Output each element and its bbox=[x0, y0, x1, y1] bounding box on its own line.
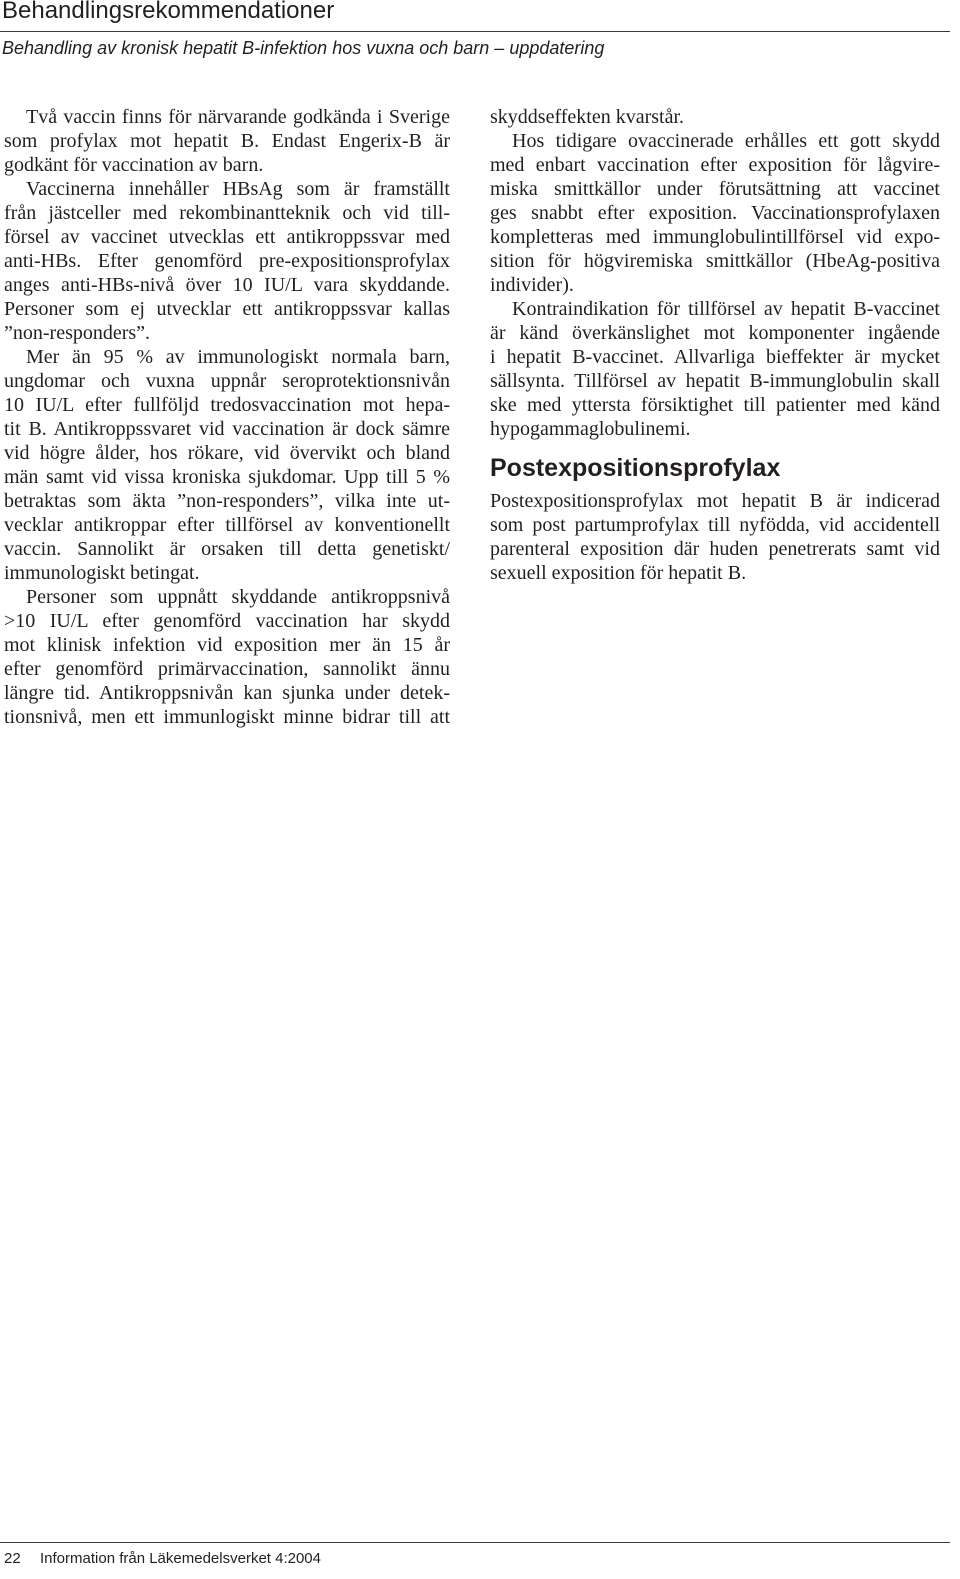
text-line: ungdomar och vuxna uppnår seroprotektionsnivån bbox=[4, 370, 450, 392]
text-line: Personer som ej utvecklar ett antikroppssvar kallas bbox=[4, 298, 450, 320]
body-paragraph bbox=[490, 489, 940, 585]
text-line: vid högre ålder, hos rökare, vid övervikt och bland bbox=[4, 442, 450, 464]
text-line: mot klinisk infektion vid exposition mer än 15 år bbox=[4, 634, 450, 656]
text-line: individer). bbox=[490, 274, 574, 296]
text-line: godkänt för vaccination av barn. bbox=[4, 154, 264, 176]
page-number: 22 bbox=[4, 1550, 21, 1567]
text-line: som profylax mot hepatit B. Endast Engerix-B är bbox=[4, 130, 450, 152]
text-line: hypogammaglobulinemi. bbox=[490, 418, 691, 440]
body-paragraph bbox=[4, 177, 450, 345]
text-line: immunologiskt betingat. bbox=[4, 562, 200, 584]
text-line: kompletteras med immunglobulintillförsel vid expo- bbox=[490, 226, 940, 248]
footer-publication: Information från Läkemedelsverket 4:2004 bbox=[40, 1550, 321, 1567]
text-line: är känd överkänslighet mot komponenter ingående bbox=[490, 322, 940, 344]
right-column bbox=[490, 105, 940, 585]
text-line: Personer som uppnått skyddande antikroppsnivå bbox=[26, 586, 450, 608]
footer-rule bbox=[0, 1542, 950, 1543]
body-paragraph bbox=[490, 105, 940, 129]
text-line: >10 IU/L efter genomförd vaccination har skydd bbox=[4, 610, 450, 632]
header-rule bbox=[0, 31, 950, 32]
text-line: Vaccinerna innehåller HBsAg som är framställt bbox=[26, 178, 450, 200]
text-line: skyddseffekten kvarstår. bbox=[490, 106, 685, 128]
text-line: vecklar antikroppar efter tillförsel av konventionellt bbox=[4, 514, 450, 536]
text-line: sällsynta. Tillförsel av hepatit B-immunglobulin skall bbox=[490, 370, 940, 392]
text-line: Kontraindikation för tillförsel av hepatit B-vaccinet bbox=[512, 298, 940, 320]
text-line: tit B. Antikroppssvaret vid vaccination är dock sämre bbox=[4, 418, 450, 440]
text-line: tionsnivå, men ett immunlogiskt minne bidrar till att bbox=[4, 706, 450, 728]
text-line: Två vaccin finns för närvarande godkända i Sverige bbox=[26, 106, 450, 128]
text-line: med enbart vaccination efter exposition för lågvire- bbox=[490, 154, 940, 176]
body-paragraph bbox=[490, 129, 940, 297]
text-line: försel av vaccinet utvecklas ett antikroppssvar med bbox=[4, 226, 450, 248]
text-line: vaccin. Sannolikt är orsaken till detta genetiskt/ bbox=[4, 538, 450, 560]
text-line: Postexpositionsprofylax mot hepatit B är indicerad bbox=[490, 490, 940, 512]
text-line: miska smittkällor under förutsättning att vaccinet bbox=[490, 178, 940, 200]
text-line: anti-HBs. Efter genomförd pre-expositionsprofylax bbox=[4, 250, 450, 272]
text-line: sition för högviremiska smittkällor (HbeAg-positiva bbox=[490, 250, 940, 272]
body-paragraph bbox=[4, 345, 450, 585]
section-heading: Postexpositionsprofylax bbox=[490, 454, 781, 482]
text-line: Mer än 95 % av immunologiskt normala barn, bbox=[26, 346, 450, 368]
text-line: sexuell exposition för hepatit B. bbox=[490, 562, 747, 584]
text-line: som post partumprofylax till nyfödda, vid accidentell bbox=[490, 514, 940, 536]
text-line: ”non-responders”. bbox=[4, 322, 151, 344]
text-line: betraktas som äkta ”non-responders”, vilka inte ut- bbox=[4, 490, 450, 512]
text-line: män samt vid vissa kroniska sjukdomar. Upp till 5 % bbox=[4, 466, 450, 488]
running-header-title: Behandlingsrekommendationer bbox=[2, 0, 335, 24]
text-line: anges anti-HBs-nivå över 10 IU/L vara skyddande. bbox=[4, 274, 450, 296]
text-line: från jästceller med rekombinantteknik och vid till- bbox=[4, 202, 450, 224]
text-line: ges snabbt efter exposition. Vaccinationsprofylaxen bbox=[490, 202, 940, 224]
body-paragraph bbox=[4, 105, 450, 177]
page-subtitle: Behandling av kronisk hepatit B-infektion hos vuxna och barn – uppdatering bbox=[2, 38, 605, 58]
text-line: 10 IU/L efter fullföljd tredosvaccination mot hepa- bbox=[4, 394, 450, 416]
text-line: parenteral exposition där huden penetrerats samt vid bbox=[490, 538, 940, 560]
left-column bbox=[4, 105, 450, 729]
text-line: längre tid. Antikroppsnivån kan sjunka under detek- bbox=[4, 682, 450, 704]
text-line: i hepatit B-vaccinet. Allvarliga bieffekter är mycket bbox=[490, 346, 940, 368]
text-line: Hos tidigare ovaccinerade erhålles ett gott skydd bbox=[512, 130, 940, 152]
body-paragraph bbox=[490, 297, 940, 441]
text-line: efter genomförd primärvaccination, sannolikt ännu bbox=[4, 658, 450, 680]
body-paragraph bbox=[4, 585, 450, 729]
text-line: ske med yttersta försiktighet till patienter med känd bbox=[490, 394, 940, 416]
